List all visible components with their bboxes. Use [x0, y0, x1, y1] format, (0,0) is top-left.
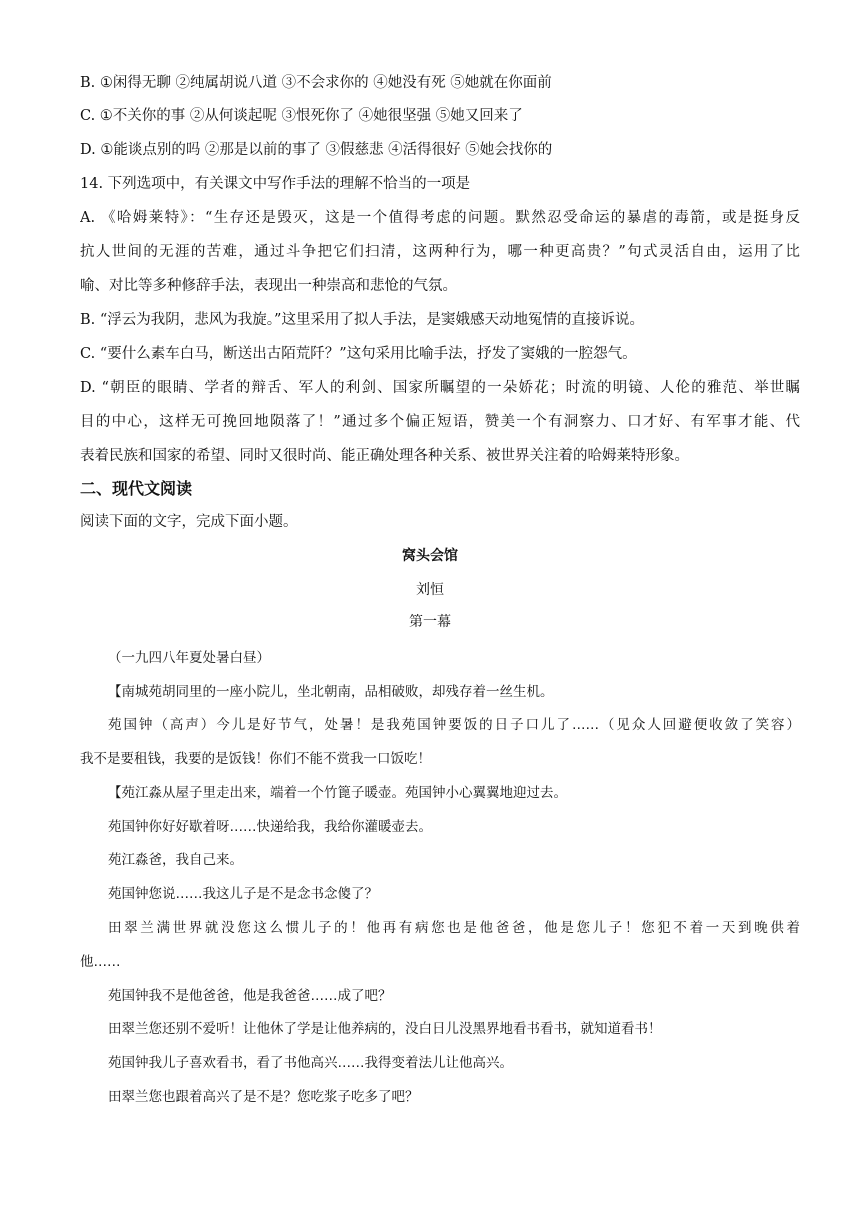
play-act: 第一幕: [409, 614, 451, 630]
dialogue-line-continued: 他……: [80, 954, 121, 970]
section-heading: 二、现代文阅读: [80, 479, 193, 498]
dialogue-line: 田翠兰您还别不爱听！让他休了学是让他养病的，没白日儿没黑界地看书看书，就知道看书！: [108, 1021, 662, 1037]
q13-option-b: B. ①闲得无聊 ②纯属胡说八道 ③不会求你的 ④她没有死 ⑤她就在你面前: [80, 75, 552, 91]
stage-direction-2: 【苑江淼从屋子里走出来，端着一个竹篦子暖壶。苑国钟小心翼翼地迎过去。: [108, 785, 567, 801]
dialogue-line: 苑国钟我不是他爸爸，他是我爸爸……成了吧？: [108, 988, 392, 1004]
q14-option-a-line-2: 抗人世间的无涯的苦难，通过斗争把它们扫清，这两种行为，哪一种更高贵？”句式灵活自由，运用了比: [80, 244, 800, 260]
dialogue-line: 苑国钟我儿子喜欢看书，看了书他高兴……我得变着法儿让他高兴。: [108, 1055, 513, 1071]
stage-time: （一九四八年夏处暑白昼）: [108, 650, 270, 666]
q14-stem: 14. 下列选项中，有关课文中写作手法的理解不恰当的一项是: [80, 176, 471, 192]
reading-instruction: 阅读下面的文字，完成下面小题。: [80, 514, 298, 530]
dialogue-line: 苑国钟您说……我这儿子是不是念书念傻了？: [108, 886, 378, 902]
dialogue-line: 苑国钟（高声）今儿是好节气，处暑！是我苑国钟要饭的日子口儿了……（见众人回避便收敛了笑容）: [108, 717, 800, 733]
q14-option-d-line-3: 表着民族和国家的希望、同时又很时尚、能正确处理各种关系、被世界关注着的哈姆莱特形象。: [80, 448, 689, 464]
play-author: 刘恒: [416, 582, 444, 598]
stage-direction-1: 【南城苑胡同里的一座小院儿，坐北朝南，品相破败，却残存着一丝生机。: [108, 684, 554, 700]
q14-option-a-line-1: A. 《哈姆莱特》：“生存还是毁灭，这是一个值得考虑的问题。默然忍受命运的暴虐的毒箭，或是挺身反: [80, 210, 800, 226]
dialogue-line: 田翠兰您也跟着高兴了是不是？您吃浆子吃多了吧？: [108, 1089, 419, 1105]
dialogue-line: 苑国钟你好好歇着呀……快递给我，我给你灌暖壶去。: [108, 819, 432, 835]
q14-option-d-line-2: 目的中心，这样无可挽回地陨落了！”通过多个偏正短语，赞美一个有洞察力、口才好、有军事才能、代: [80, 414, 800, 430]
q13-option-d: D. ①能谈点别的吗 ②那是以前的事了 ③假慈悲 ④活得很好 ⑤她会找你的: [80, 142, 553, 158]
dialogue-line: 苑江淼爸，我自己来。: [108, 852, 243, 868]
q14-option-a-line-3: 喻、对比等多种修辞手法，表现出一种崇高和悲怆的气氛。: [80, 278, 457, 294]
q13-option-c: C. ①不关你的事 ②从何谈起呢 ③恨死你了 ④她很坚强 ⑤她又回来了: [80, 108, 523, 124]
q14-option-d-line-1: D. “朝臣的眼睛、学者的辩舌、军人的利剑、国家所瞩望的一朵娇花；时流的明镜、人伦的雅范、举世瞩: [80, 380, 800, 396]
q14-option-b: B. “浮云为我阴，悲风为我旋。”这里采用了拟人手法，是窦娥感天动地冤情的直接诉说。: [80, 312, 644, 328]
q14-option-c: C. “要什么素车白马，断送出古陌荒阡？”这句采用比喻手法，抒发了窦娥的一腔怨气。: [80, 346, 637, 362]
play-title: 窝头会馆: [402, 548, 458, 564]
dialogue-line: 田翠兰满世界就没您这么惯儿子的！他再有病您也是他爸爸，他是您儿子！您犯不着一天到晚供着: [108, 920, 800, 936]
dialogue-line-continued: 我不是要租钱，我要的是饭钱！你们不能不赏我一口饭吃！: [80, 751, 431, 767]
